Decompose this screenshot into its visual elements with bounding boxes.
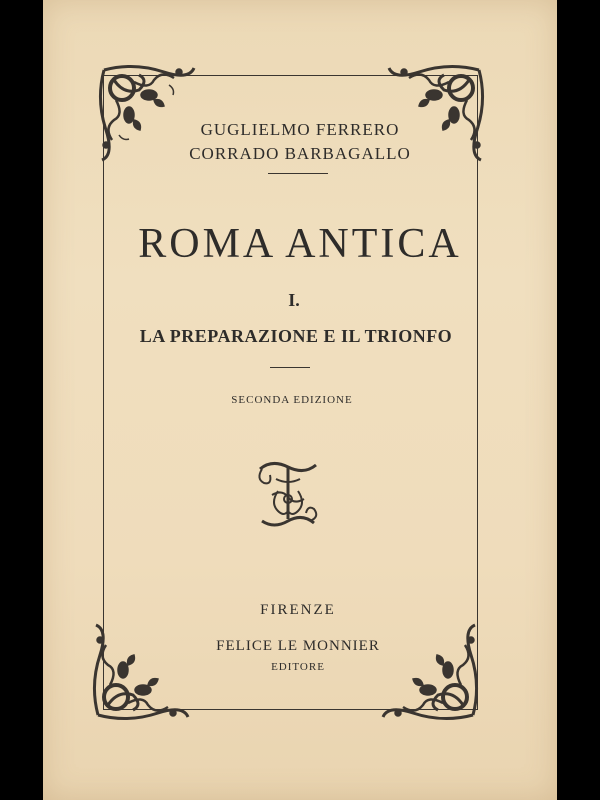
publisher-role: EDITORE: [271, 661, 325, 673]
divider: [268, 173, 328, 174]
book-subtitle: LA PREPARAZIONE E IL TRIONFO: [139, 326, 453, 346]
author-name: GUGLIELMO FERRERO: [200, 120, 400, 139]
volume-number: I.: [288, 290, 300, 310]
edition-label: SECONDA EDIZIONE: [231, 394, 353, 406]
publisher-name: FELICE LE MONNIER: [216, 638, 380, 654]
book-title: ROMA ANTICA: [138, 221, 462, 267]
author-name: CORRADO BARBAGALLO: [189, 144, 411, 163]
divider: [270, 367, 310, 368]
publisher-city: FIRENZE: [260, 602, 336, 618]
monogram-icon: [248, 455, 328, 535]
